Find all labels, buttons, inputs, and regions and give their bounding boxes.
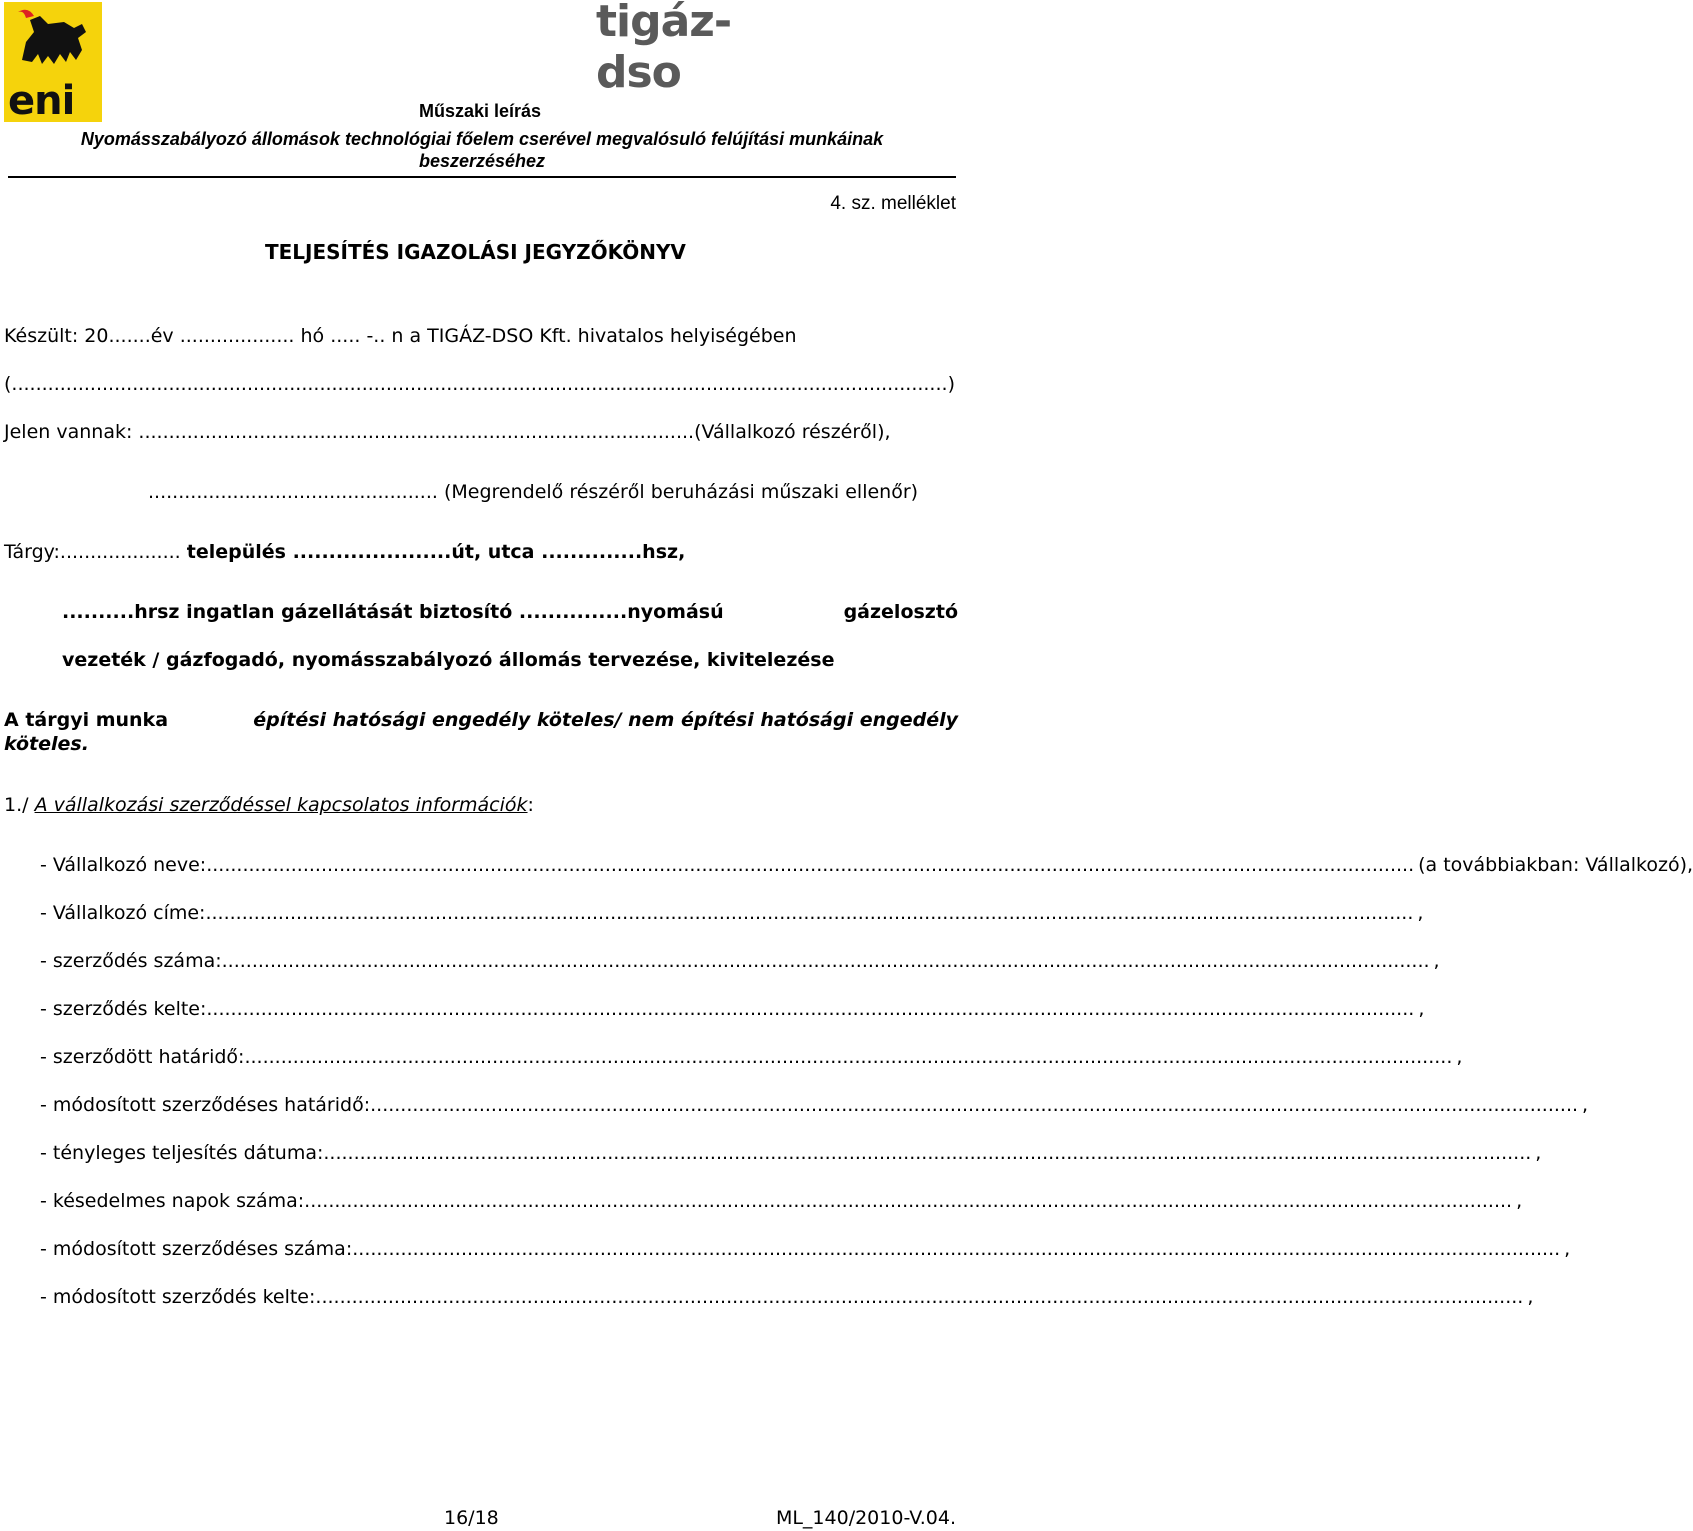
- field-suffix: ,: [1564, 1238, 1571, 1260]
- field-value-leader[interactable]: ........................................................................................................................................................................................................: [205, 902, 1414, 924]
- field-label: - szerződött határidő:: [40, 1046, 245, 1068]
- present-line: [4, 421, 958, 443]
- contract-field-row: [40, 998, 1425, 1020]
- prepared-line: Készült: 20.......év ................... hó ..... -.. n a TIGÁZ-DSO Kft. hivatalos helyiségében: [4, 325, 797, 347]
- field-label: - szerződés kelte:: [40, 998, 207, 1020]
- paren-open: (: [4, 373, 12, 395]
- field-value-leader[interactable]: ........................................................................................................................................................................................................: [304, 1190, 1513, 1212]
- field-label: - Vállalkozó címe:: [40, 902, 206, 924]
- doc-type-heading: Műszaki leírás: [418, 101, 542, 121]
- present-label: Jelen vannak:: [4, 421, 133, 443]
- field-label: - módosított szerződéses száma:: [40, 1238, 353, 1260]
- field-label: - tényleges teljesítés dátuma:: [40, 1142, 324, 1164]
- tigaz-logo-text: tigáz-dso: [596, 0, 732, 98]
- section1-heading: 1./ A vállalkozási szerződéssel kapcsolatos információk:: [4, 794, 534, 816]
- contract-field-row: [40, 1142, 1542, 1164]
- permit-line: [4, 709, 958, 731]
- contract-field-row: [40, 1238, 1571, 1260]
- present-client-line: [148, 481, 918, 503]
- field-value-leader[interactable]: ........................................................................................................................................................................................................: [206, 854, 1415, 876]
- contract-field-row: [40, 1094, 1589, 1116]
- field-suffix: ,: [1417, 902, 1424, 924]
- permit-part1: A tárgyi munka: [4, 709, 169, 731]
- field-value-leader[interactable]: ........................................................................................................................................................................................................: [315, 1286, 1524, 1308]
- field-label: - módosított szerződéses határidő:: [40, 1094, 371, 1116]
- field-suffix: (a továbbiakban: Vállalkozó),: [1418, 854, 1693, 876]
- pipeline-line: vezeték / gázfogadó, nyomásszabályozó állomás tervezése, kivitelezése: [62, 649, 835, 671]
- field-value-leader[interactable]: ........................................................................................................................................................................................................: [323, 1142, 1532, 1164]
- paren-line: [4, 373, 958, 395]
- section1-title: A vállalkozási szerződéssel kapcsolatos információk: [34, 794, 528, 816]
- field-label: - Vállalkozó neve:: [40, 854, 207, 876]
- contract-field-row: [40, 1286, 1534, 1308]
- contract-field-row: [40, 1190, 1523, 1212]
- contract-field-row: [40, 902, 1424, 924]
- hrsz-line: ..........hrsz ingatlan gázellátását biztosító ...............nyomású gázelosztó: [62, 601, 958, 623]
- pressure-text: nyomású: [627, 601, 724, 623]
- gas-distributor-text: gázelosztó: [843, 601, 958, 623]
- hrsz-text: hrsz ingatlan gázellátását biztosító: [134, 601, 513, 623]
- doc-subtitle-line1: Nyomásszabályozó állomások technológiai főelem cserével megvalósuló felújítási munkáinak: [80, 129, 884, 149]
- contract-field-row: [40, 1046, 1463, 1068]
- tigaz-logo-icon: [596, 0, 796, 98]
- subject-settlement: település: [186, 541, 286, 563]
- doc-subtitle-line2: beszerzéséhez: [418, 151, 546, 171]
- header-divider: [8, 176, 956, 178]
- contract-field-row: [40, 854, 1693, 876]
- present-contractor: (Vállalkozó részéről),: [694, 421, 891, 443]
- permit-part2: építési hatósági engedély köteles/ nem építési hatósági engedély: [253, 709, 958, 731]
- field-value-leader[interactable]: ........................................................................................................................................................................................................: [206, 998, 1415, 1020]
- dot-leader: ................................................: [148, 481, 444, 503]
- field-suffix: ,: [1535, 1142, 1542, 1164]
- field-suffix: ,: [1433, 950, 1440, 972]
- paren-close: ): [947, 373, 955, 395]
- subject-line: Tárgy:.................... település ......................út, utca ..............hsz,: [4, 541, 686, 563]
- field-value-leader[interactable]: ........................................................................................................................................................................................................: [370, 1094, 1579, 1116]
- field-suffix: ,: [1582, 1094, 1589, 1116]
- field-suffix: ,: [1418, 998, 1425, 1020]
- subject-hsz: hsz,: [642, 541, 686, 563]
- document-code: ML_140/2010-V.04.: [775, 1507, 956, 1529]
- field-suffix: ,: [1527, 1286, 1534, 1308]
- present-client: (Megrendelő részéről beruházási műszaki ellenőr): [443, 481, 919, 503]
- dot-leader: ............................................................................................: [138, 421, 695, 443]
- field-label: - szerződés száma:: [40, 950, 222, 972]
- subject-label: Tárgy:: [4, 541, 60, 563]
- dot-leader: ...........................................................................................................................................................: [11, 373, 948, 395]
- annex-label: 4. sz. melléklet: [830, 193, 956, 214]
- section1-number: 1./: [4, 794, 29, 816]
- field-value-leader[interactable]: ........................................................................................................................................................................................................: [352, 1238, 1561, 1260]
- field-label: - módosított szerződés kelte:: [40, 1286, 316, 1308]
- permit-part3: köteles.: [4, 733, 89, 755]
- field-value-leader[interactable]: ........................................................................................................................................................................................................: [221, 950, 1430, 972]
- eni-logo-text: eni: [8, 78, 75, 124]
- field-suffix: ,: [1516, 1190, 1523, 1212]
- contract-field-row: [40, 950, 1440, 972]
- subject-street: út, utca: [451, 541, 535, 563]
- field-label: - késedelmes napok száma:: [40, 1190, 305, 1212]
- form-title: TELJESÍTÉS IGAZOLÁSI JEGYZŐKÖNYV: [265, 240, 686, 264]
- field-suffix: ,: [1456, 1046, 1463, 1068]
- field-value-leader[interactable]: ........................................................................................................................................................................................................: [244, 1046, 1453, 1068]
- page-number: 16/18: [444, 1507, 499, 1529]
